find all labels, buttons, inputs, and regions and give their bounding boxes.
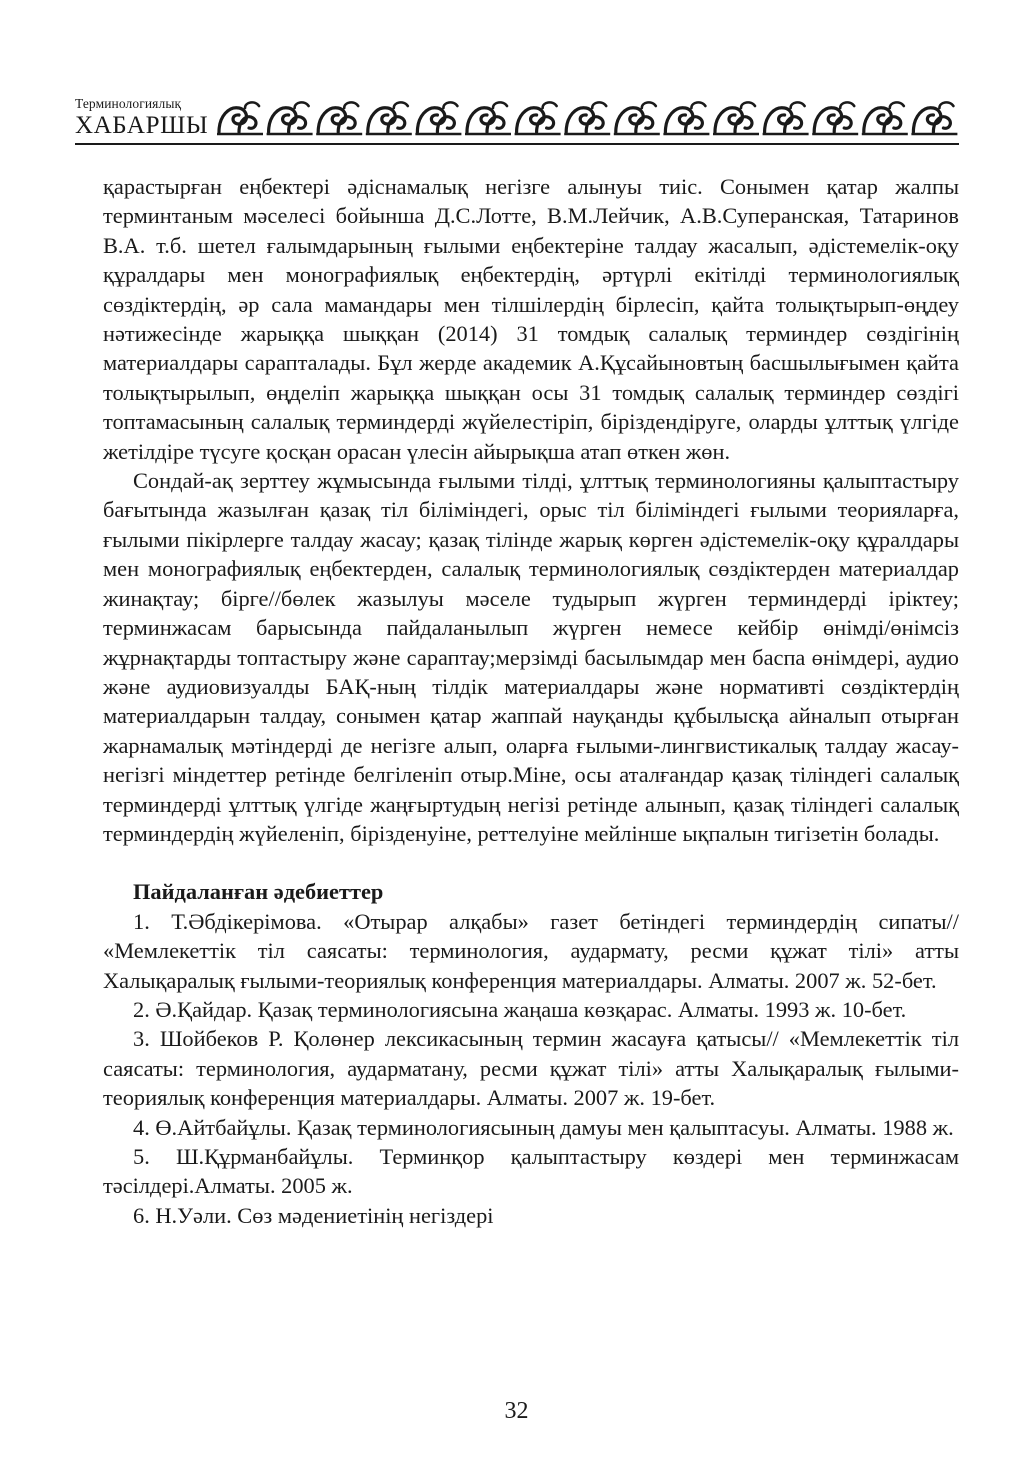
reference-item: 1. Т.Әбдікерімова. «Отырар алқабы» газет бетіндегі терминдердің сипаты// «Мемлекеттік тіл саясаты: терминология, аудармату, ресми құжат тілі» атты Халықаралық ғылыми-теориялық конференция материалдары. Алматы. 2007 ж. 52-бет. — [103, 908, 959, 993]
reference-item: 6. Н.Уәли. Сөз мәдениетінің негіздері — [133, 1202, 494, 1228]
journal-brand-title: ХАБАРШЫ — [75, 112, 209, 139]
body-paragraph: қарастырған еңбектері әдіснамалық негізге алынуы тиіс. Сонымен қатар жалпы терминтаным мәселесі бойынша Д.С.Лотте, В.М.Лейчик, А.В.Суперанская, Татаринов В.А. т.б. шетел ғалымдарының ғылыми еңбектеріне талдау жасалып, әдістемелік-оқу құралдары мен монографиялық еңбектердің, әртүрлі екітілді терминологиялық сөздіктердің, әр сала мамандары мен тілшілердің бірлесіп, қайта толықтырып-өңдеу нәтижесінде жарыққа шыққан (2014) 31 томдық салалық терминдер сөздігінің материалдары сарапталады. Бұл жерде академик А.Құсайыновтың басшылығымен қайта толықтырылып, өңделіп жарыққа шыққан осы 31 томдық салалық терминдер сөздігі топтамасының салалық терминдерді жүйелестіріп, біріздендіруге, оларды ұлттық үлгіде жетілдіре түсуге қосқан орасан үлесін айырықша атап өткен жөн. — [103, 174, 959, 464]
kazakh-scroll-ornament-icon — [215, 98, 959, 138]
references-heading: Пайдаланған әдебиеттер — [133, 879, 384, 905]
reference-item: 4. Ө.Айтбайұлы. Қазақ терминологиясының дамуы мен қалыптасуы. Алматы. 1988 ж. — [133, 1114, 954, 1140]
reference-item: 5. Ш.Құрманбайұлы. Терминқор қалыптастыру көздері мен терминжасам тәсілдері.Алматы. 2005 ж. — [103, 1144, 959, 1199]
header-divider — [75, 143, 959, 145]
body-paragraph: Сондай-ақ зерттеу жұмысында ғылыми тілді, ұлттық терминологияны қалыптастыру бағытында жазылған қазақ тіл біліміндегі, орыс тіл біліміндегі ғылыми теорияларға, ғылыми пікірлерге талдау жасау; қазақ тілінде жарық көрген әдістемелік-оқу құралдары мен монографиялық еңбектерден, салалық терминологиялық сөздіктерден материалдар жинақтау; бірге//бөлек жазылуы мәселе тудырып жүрген терминдерді іріктеу; терминжасам барысында пайдаланылып жүрген немесе кейбір өнімді/өнімсіз жұрнақтарды топтастыру және сараптау;мерзімді басылымдар мен баспа өнімдері, аудио және аудиовизуалды БАҚ-ның тілдік материалдары және нормативті сөздіктердің материалдарын талдау, сонымен қатар жаппай науқанды құбылысқа айналып отырған жарнамалық мәтіндерді де негізге алып, оларға ғылыми-лингвистикалық талдау жасау-негізгі міндеттер ретінде белгіленіп отыр.Міне, осы аталғандар қазақ тіліндегі салалық терминдерді ұлттық үлгіде жаңғыртудың негізі ретінде алынып, қазақ тіліндегі салалық терминдердің жүйеленіп, бірізденуіне, реттелуіне мейлінше ықпалын тигізетін болады. — [103, 468, 959, 846]
running-header — [75, 96, 959, 148]
page-number: 32 — [504, 1398, 529, 1424]
journal-brand-small: Терминологиялық — [75, 96, 182, 111]
reference-item: 2. Ә.Қайдар. Қазақ терминологиясына жаңаша көзқарас. Алматы. 1993 ж. 10-бет. — [133, 996, 907, 1022]
article-body — [103, 172, 959, 1230]
reference-item: 3. Шойбеков Р. Қолөнер лексикасының термин жасауға қатысы// «Мемлекеттік тіл саясаты: терминология, аударматану, ресми құжат тілі» атты Халықаралық ғылыми-теориялық конференция материалдары. Алматы. 2007 ж. 19-бет. — [103, 1026, 959, 1111]
journal-brand — [75, 96, 220, 140]
